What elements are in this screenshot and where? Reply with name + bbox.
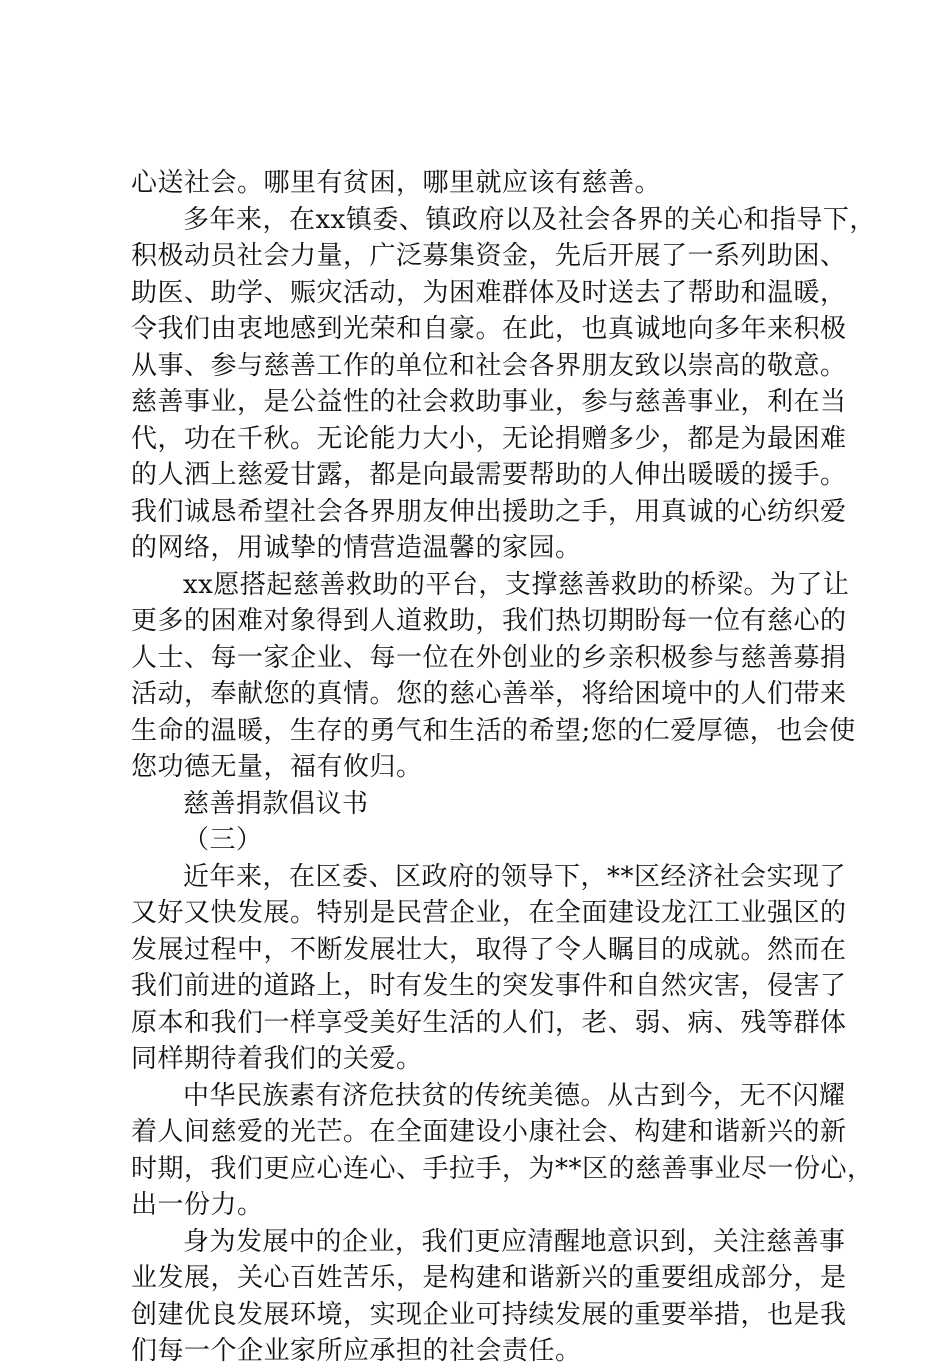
text-line: 令我们由衷地感到光荣和自豪。在此，也真诚地向多年来积极 — [131, 314, 847, 344]
text-line: 您功德无量，福有攸归。 — [131, 752, 423, 782]
text-line: 业发展，关心百姓苦乐，是构建和谐新兴的重要组成部分，是 — [131, 1263, 847, 1293]
text-line: 身为发展中的企业，我们更应清醒地意识到，关注慈善事 — [183, 1226, 846, 1257]
text-line: 心送社会。哪里有贫困，哪里就应该有慈善。 — [131, 168, 662, 198]
text-line: 出一份力。 — [131, 1190, 264, 1220]
text-line: 生命的温暖，生存的勇气和生活的希望;您的仁爱厚德，也会使 — [131, 715, 856, 746]
text-line: 着人间慈爱的光芒。在全面建设小康社会、构建和谐新兴的新 — [131, 1117, 847, 1147]
text-line: 时期，我们更应心连心、手拉手，为**区的慈善事业尽一份心， — [131, 1153, 874, 1184]
text-line: 更多的困难对象得到人道救助，我们热切期盼每一位有慈心的 — [131, 606, 847, 636]
text-line: 又好又快发展。特别是民营企业，在全面建设龙江工业强区的 — [131, 898, 847, 928]
text-line: 的人洒上慈爱甘露，都是向最需要帮助的人伸出暖暖的援手。 — [131, 460, 847, 490]
text-line: 慈善事业，是公益性的社会救助事业，参与慈善事业，利在当 — [131, 387, 847, 417]
text-line: 们每一个企业家所应承担的社会责任。 — [131, 1336, 582, 1366]
text-line: 我们诚恳希望社会各界朋友伸出援助之手，用真诚的心纺织爱 — [131, 496, 847, 527]
text-line: xx愿搭起慈善救助的平台，支撑慈善救助的桥梁。为了让 — [183, 569, 850, 600]
text-line: 创建优良发展环境，实现企业可持续发展的重要举措，也是我 — [131, 1299, 847, 1330]
text-line: 原本和我们一样享受美好生活的人们，老、弱、病、残等群体 — [131, 1007, 847, 1038]
text-line: 从事、参与慈善工作的单位和社会各界朋友致以崇高的敬意。 — [131, 350, 847, 381]
text-line: 慈善捐款倡议书 — [183, 788, 369, 819]
text-line: 人士、每一家企业、每一位在外创业的乡亲积极参与慈善募捐 — [131, 642, 847, 673]
document-body — [131, 165, 876, 1370]
text-line: （三） — [183, 825, 263, 855]
text-line: 积极动员社会力量，广泛募集资金，先后开展了一系列助困、 — [131, 241, 847, 271]
text-line: 中华民族素有济危扶贫的传统美德。从古到今，无不闪耀 — [183, 1080, 846, 1111]
text-line: 活动，奉献您的真情。您的慈心善举，将给困境中的人们带来 — [131, 679, 847, 709]
text-line: 代，功在千秋。无论能力大小，无论捐赠多少，都是为最困难 — [131, 423, 847, 454]
text-line: 的网络，用诚挚的情营造温馨的家园。 — [131, 533, 582, 563]
text-line: 近年来，在区委、区政府的领导下，**区经济社会实现了 — [183, 861, 847, 892]
text-line: 助医、助学、赈灾活动，为困难群体及时送去了帮助和温暖， — [131, 277, 847, 308]
text-line: 发展过程中，不断发展壮大，取得了令人瞩目的成就。然而在 — [131, 934, 847, 965]
text-line: 多年来，在xx镇委、镇政府以及社会各界的关心和指导下， — [183, 204, 876, 235]
text-line: 同样期待着我们的关爱。 — [131, 1044, 423, 1074]
text-line: 我们前进的道路上，时有发生的突发事件和自然灾害，侵害了 — [131, 971, 847, 1001]
